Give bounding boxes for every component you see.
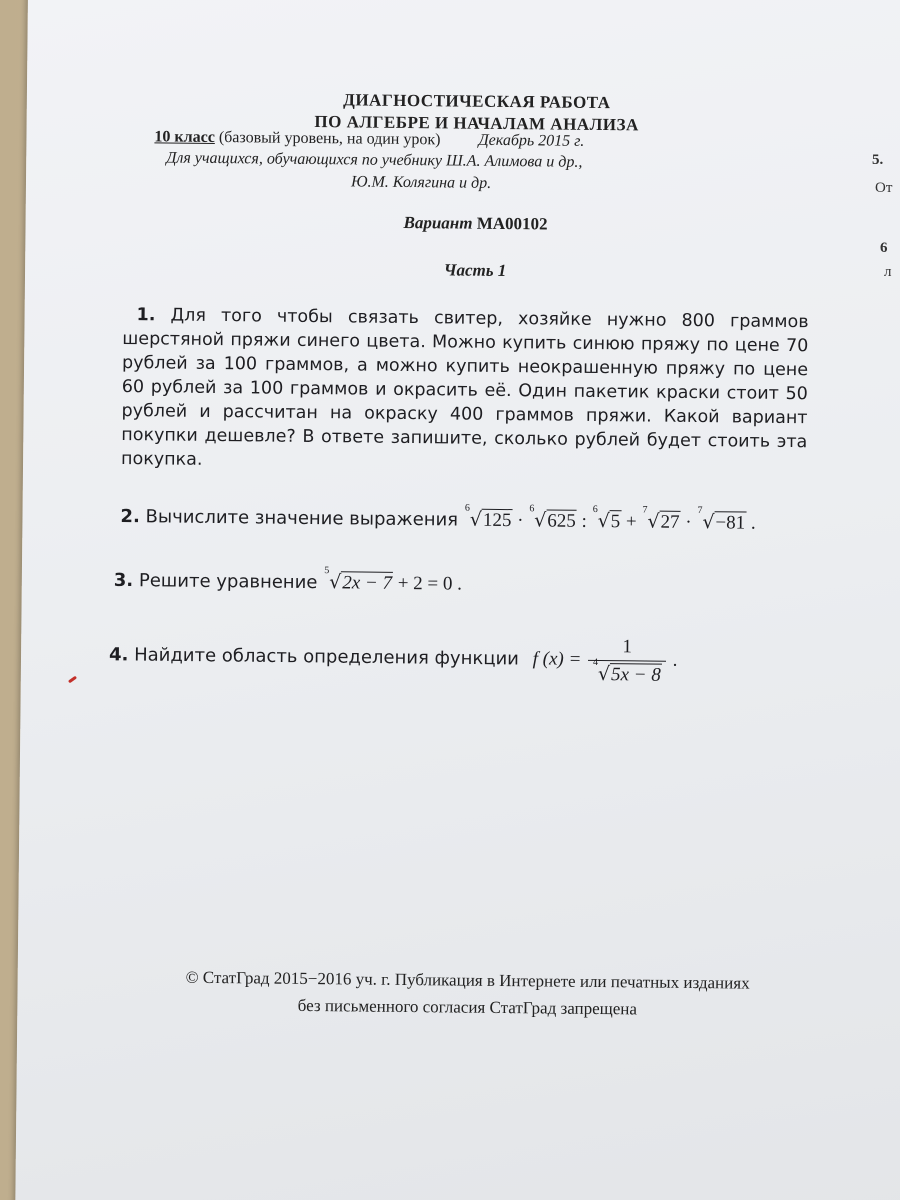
root-1-index: 6: [464, 502, 470, 514]
root-4-radicand: 27: [660, 511, 680, 533]
audience-line-2: Ю.М. Колягина и др.: [350, 173, 492, 192]
fraction-denominator: [588, 656, 666, 687]
root-1: [464, 502, 513, 532]
variant-code: МА00102: [476, 213, 548, 234]
task-4-expression: [532, 636, 678, 686]
footer-line-1: © СтатГрад 2015−2016 уч. г. Публикация в Интернете или печатных изданиях: [185, 967, 750, 993]
date-label: Декабрь 2015 г.: [478, 131, 585, 150]
task-3-number: 3.: [113, 569, 134, 592]
radical-sign-icon: √: [597, 509, 610, 533]
task-3-text: Решите уравнение: [138, 570, 318, 594]
dot-operator: ·: [685, 511, 692, 533]
title-line-2: ПО АЛГЕБРЕ И НАЧАЛАМ АНАЛИЗА: [314, 112, 639, 135]
footer-line-2: без письменного согласия СтатГрад запрещена: [297, 995, 638, 1019]
copyright-footer: [17, 962, 900, 1025]
root-4-index: 7: [642, 504, 648, 516]
root-3-index: 6: [592, 503, 598, 515]
task-3-expression: [323, 565, 463, 595]
root-3: [592, 503, 622, 533]
task-3: [113, 565, 463, 596]
task-2: [120, 502, 756, 535]
denominator-radicand: 5x − 8: [610, 664, 661, 686]
adjacent-page-fragment-2: л: [884, 264, 892, 280]
task-1-text: Для того чтобы связать свитер, хозяйке нужно 800 граммов шерстяной пряжи синего цвета. Можно купить синюю пряжу по цене 70 рублей за 100 граммов, а можно купить неокрашенную пряжу по цене 60 рублей за 100 граммов и окрасить её. Один пакетик краски стоит 50 рублей и рассчитан на окраску 400 граммов пряжи. Какой вариант покупки дешевле? В ответе запишите, сколько рублей будет стоить эта покупка.: [120, 305, 809, 470]
adjacent-page-number-5: 5.: [872, 152, 884, 168]
radical-sign-icon: √: [469, 508, 483, 531]
expression-end: .: [750, 512, 756, 534]
task-2-number: 2.: [120, 505, 140, 528]
fraction-numerator: 1: [622, 636, 633, 658]
task-1-number: 1.: [136, 305, 156, 326]
expression-end: .: [672, 650, 678, 672]
task-2-expression: [464, 502, 756, 534]
equation-root: [324, 565, 393, 595]
exam-sheet: [15, 0, 900, 1200]
grade-line: [154, 128, 584, 150]
denominator-root: [592, 656, 662, 687]
task-4-text: Найдите область определения функции: [134, 644, 520, 670]
part-heading: Часть 1: [443, 260, 507, 281]
task-4: [109, 631, 678, 687]
title-line-1: ДИАГНОСТИЧЕСКАЯ РАБОТА: [343, 90, 611, 113]
root-2-radicand: 625: [547, 510, 576, 532]
root-5-radicand: −81: [715, 512, 746, 534]
radical-sign-icon: √: [702, 511, 715, 534]
denominator-root-index: 4: [592, 656, 599, 669]
root-4: [642, 504, 680, 534]
equation-tail: + 2 = 0 .: [397, 572, 463, 595]
radical-sign-icon: √: [647, 510, 660, 533]
root-5: [697, 505, 746, 534]
function-fraction: [588, 636, 666, 687]
level-label: (базовый уровень, на один урок): [218, 129, 441, 149]
variant-heading: [25, 209, 900, 238]
task-2-text: Вычислите значение выражения: [145, 506, 459, 531]
root-2: [529, 503, 577, 532]
audience-line-1: Для учащихся, обучающихся по учебнику Ш.А. Алимова и др.,: [166, 149, 583, 171]
equation-radicand: 2x − 7: [342, 572, 393, 594]
function-lhs: f (x) =: [532, 648, 582, 671]
root-3-radicand: 5: [610, 511, 621, 533]
colon-operator: :: [581, 510, 587, 532]
adjacent-page-number-6: 6: [880, 240, 888, 256]
root-5-index: 7: [697, 505, 703, 517]
radical-sign-icon: √: [534, 509, 547, 532]
dot-operator: ·: [517, 510, 524, 532]
grade-label: 10 класс: [154, 128, 215, 146]
radical-sign-icon: √: [329, 571, 342, 594]
task-1: [121, 303, 809, 478]
root-2-index: 6: [529, 503, 535, 515]
equation-root-index: 5: [324, 565, 330, 577]
adjacent-page-fragment-1: От: [875, 180, 893, 196]
plus-operator: +: [625, 511, 637, 533]
root-1-radicand: 125: [482, 509, 512, 532]
radical-sign-icon: √: [597, 663, 611, 686]
task-4-number: 4.: [108, 644, 129, 666]
variant-label: Вариант: [403, 212, 473, 233]
